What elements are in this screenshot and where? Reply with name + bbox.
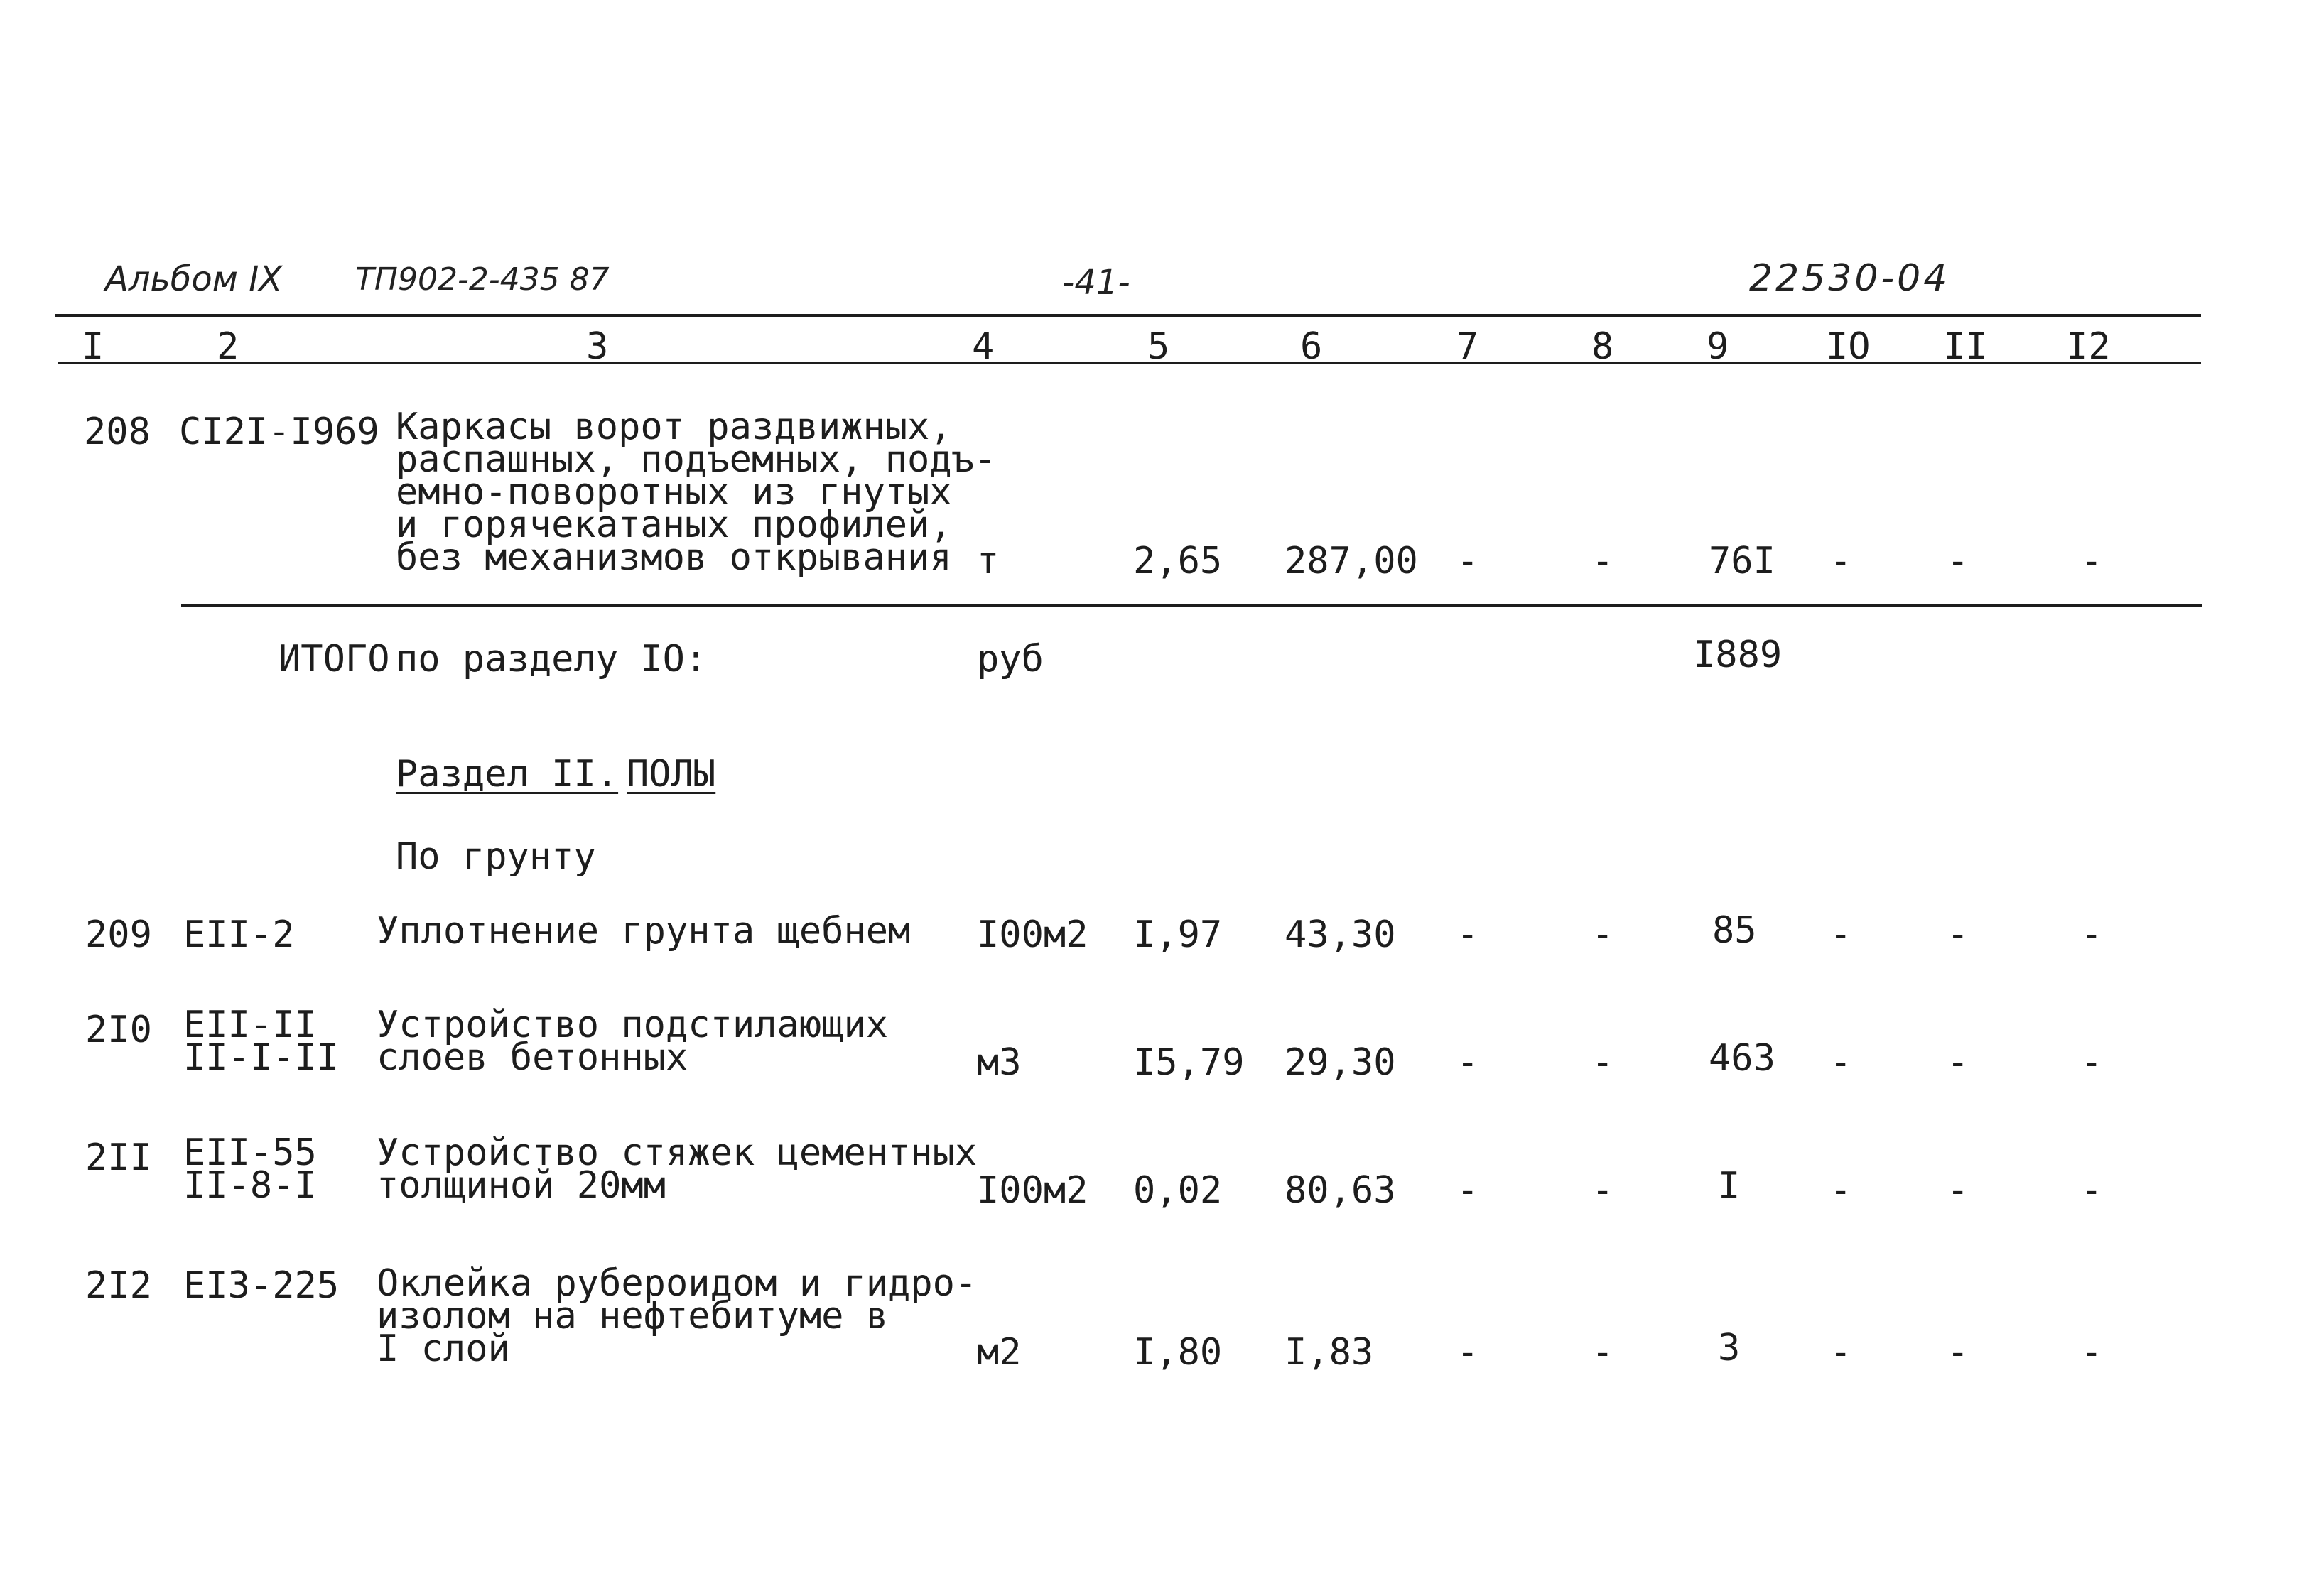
row-quantity: I,97 [1133,913,1223,956]
col-header-8: 8 [1591,325,1614,368]
subtotal-unit: руб [977,638,1044,680]
row-col8: - [1591,1041,1614,1084]
row-description: Уплотнение грунта щебнем [377,910,911,952]
row-number: 208 [84,411,151,453]
row-col12: - [2080,540,2103,582]
subtotal-label: по разделу IO: [396,638,708,680]
row-quantity: 0,02 [1133,1169,1223,1212]
row-total: 463 [1709,1037,1775,1080]
row-col10: - [1829,1041,1852,1084]
row-col11: - [1947,1041,1969,1084]
row-description: Оклейка рубероидом и гидро- изолом на нефтебитуме в I слой [377,1262,978,1370]
row-col11: - [1947,1331,1969,1374]
row-number: 2II [85,1136,152,1179]
col-header-11: II [1943,325,1988,368]
row-unit: I00м2 [977,913,1088,956]
row-quantity: I,80 [1133,1331,1223,1374]
row-col7: - [1456,1331,1479,1374]
row-col11: - [1947,1169,1969,1212]
document-code: 22530-04 [1749,257,1950,300]
col-header-1: I [82,325,104,368]
subtotal-value: I889 [1693,634,1783,676]
page-number: -41- [1062,263,1130,303]
row-description: Каркасы ворот раздвижных, распашных, подъемных, подъ- емно-поворотных из гнутых и горячекатаных профилей, без механизмов открывания [396,406,997,579]
row-description: Устройство подстилающих слоев бетонных [377,1004,889,1079]
col-header-4: 4 [972,325,995,368]
row-code: EII-II II-I-II [183,1004,340,1079]
project-code: ТП902-2-435 87 [355,261,610,298]
row-code: EII-2 [183,913,295,956]
row-unit: т [977,540,1000,582]
row-col11: - [1947,913,1969,956]
row-col12: - [2080,913,2103,956]
col-header-3: 3 [586,325,609,368]
col-header-5: 5 [1147,325,1170,368]
col-header-7: 7 [1456,325,1479,368]
col-header-6: 6 [1300,325,1323,368]
row-col8: - [1591,1331,1614,1374]
row-total: I [1718,1165,1741,1207]
row-total: 85 [1712,909,1757,952]
row-col11: - [1947,540,1969,582]
row-col10: - [1829,540,1852,582]
section-subheading: По грунту [396,835,596,878]
section-name: ПОЛЫ [627,753,716,796]
row-col10: - [1829,913,1852,956]
row-price: 43,30 [1285,913,1396,956]
row-col10: - [1829,1169,1852,1212]
col-header-12: I2 [2066,325,2111,368]
header-top-rule [55,314,2201,317]
row-unit: I00м2 [977,1169,1088,1212]
row-col8: - [1591,1169,1614,1212]
col-header-10: IO [1826,325,1871,368]
row-col12: - [2080,1041,2103,1084]
row-unit: м3 [977,1041,1022,1084]
row-price: 80,63 [1285,1169,1396,1212]
row-price: 29,30 [1285,1041,1396,1084]
section-label: Раздел II. [396,753,619,796]
row-quantity: 2,65 [1133,540,1223,582]
row-code: EII-55 II-8-I [183,1131,317,1207]
section-divider [181,604,2202,607]
row-col12: - [2080,1331,2103,1374]
row-number: 2I0 [85,1009,152,1051]
row-col12: - [2080,1169,2103,1212]
album-label: Альбом IX [105,259,283,299]
row-quantity: I5,79 [1133,1041,1245,1084]
subtotal-itogo: ИТОГО [279,638,390,680]
row-code: EI3-225 [183,1264,340,1307]
row-col7: - [1456,1169,1479,1212]
row-col8: - [1591,913,1614,956]
row-total: 3 [1718,1327,1741,1369]
row-code: CI2I-I969 [179,411,379,453]
col-header-2: 2 [217,325,239,368]
row-col8: - [1591,540,1614,582]
row-col7: - [1456,540,1479,582]
row-col7: - [1456,1041,1479,1084]
row-unit: м2 [977,1331,1022,1374]
row-price: 287,00 [1285,540,1418,582]
row-number: 2I2 [85,1264,152,1307]
row-number: 209 [85,913,152,956]
row-total: 76I [1709,540,1775,582]
row-price: I,83 [1285,1331,1374,1374]
row-col7: - [1456,913,1479,956]
row-description: Устройство стяжек цементных толщиной 20мм [377,1131,978,1207]
col-header-9: 9 [1707,325,1729,368]
header-bottom-rule [58,362,2201,364]
row-col10: - [1829,1331,1852,1374]
